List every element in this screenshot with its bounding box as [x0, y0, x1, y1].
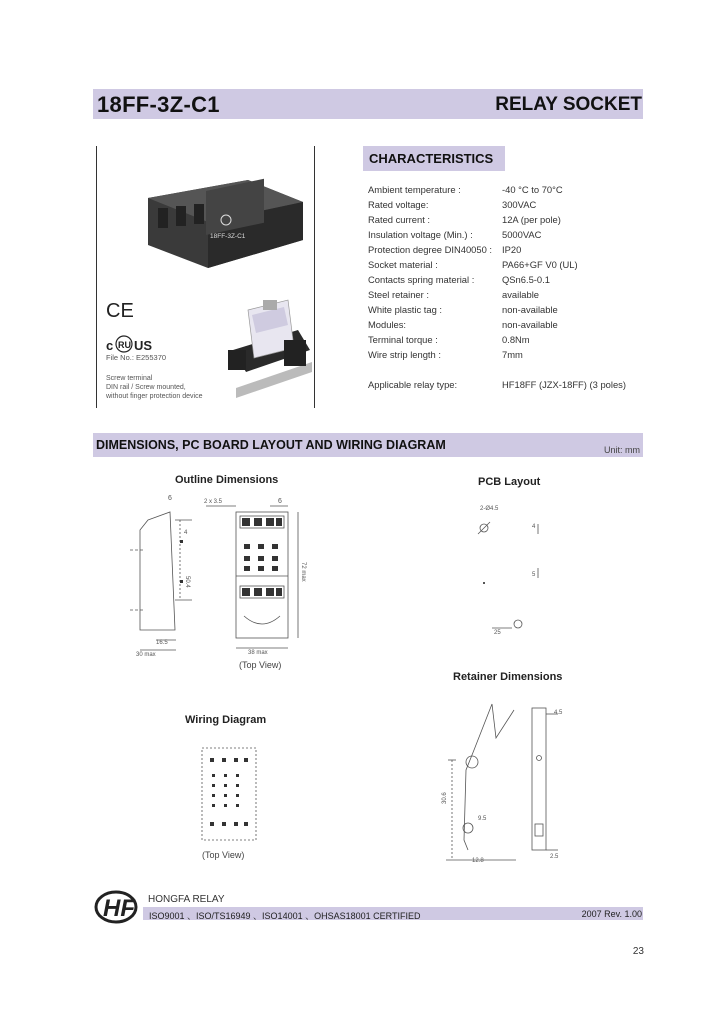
spec-value: 0.8Nm	[502, 334, 530, 345]
spec-value: 300VAC	[502, 199, 537, 210]
spec-value: PA66+GF V0 (UL)	[502, 259, 578, 270]
spec-row	[368, 348, 658, 362]
retainer-dimensions-drawing	[436, 700, 576, 870]
spec-label: Wire strip length :	[368, 349, 441, 360]
svg-text:HF: HF	[103, 895, 135, 922]
revision: 2007 Rev. 1.00	[581, 909, 642, 919]
wiring-diagram-title: Wiring Diagram	[185, 714, 267, 726]
note-line-2: DIN rail / Screw mounted,	[106, 384, 186, 391]
photo-box-left-line	[96, 146, 97, 408]
relay-on-din-rail-photo	[228, 300, 312, 398]
spec-value: 12A (per pole)	[502, 214, 561, 225]
spec-label: Ambient temperature :	[368, 184, 461, 195]
spec-value: QSn6.5-0.1	[502, 274, 550, 285]
spec-value: 5000VAC	[502, 229, 542, 240]
ret-dim-label: 30.6	[442, 792, 448, 804]
note-line-3: without finger protection device	[106, 393, 203, 400]
dim-label: 50.4	[184, 576, 190, 588]
spec-value: HF18FF (JZX-18FF) (3 poles)	[502, 379, 626, 390]
svg-text:RU: RU	[118, 340, 131, 350]
spec-row	[368, 228, 658, 242]
pcb-dim-label: 4	[532, 524, 536, 530]
spec-label: Terminal torque :	[368, 334, 438, 345]
dim-label: 2 x 3.5	[204, 499, 223, 505]
spec-value: available	[502, 289, 540, 300]
wiring-top-view-label: (Top View)	[202, 850, 245, 860]
photo-box-right-line	[314, 146, 315, 408]
dim-label: 72 max	[300, 562, 306, 582]
wiring-diagram-drawing	[200, 746, 260, 844]
outline-dimensions-title: Outline Dimensions	[175, 474, 279, 486]
dim-label: 6	[168, 495, 172, 502]
spec-row	[368, 318, 658, 332]
spec-row	[368, 198, 658, 212]
page-number: 23	[632, 946, 644, 957]
spec-label: Applicable relay type:	[368, 379, 458, 390]
dim-label: 30 max	[136, 652, 156, 658]
spec-row	[368, 258, 658, 272]
spec-label: Insulation voltage (Min.) :	[368, 229, 473, 240]
hongfa-logo-icon	[94, 889, 142, 925]
spec-label: Steel retainer :	[368, 289, 429, 300]
spec-row	[368, 183, 658, 197]
part-number: 18FF-3Z-C1	[97, 92, 220, 117]
dim-label: 16.5	[156, 640, 168, 646]
socket-marking: 18FF-3Z-C1	[210, 233, 246, 240]
applicable-relay-row	[368, 378, 658, 392]
spec-value: 7mm	[502, 349, 523, 360]
spec-row	[368, 243, 658, 257]
unit-label: Unit: mm	[604, 445, 640, 455]
spec-label: Rated voltage:	[368, 199, 429, 210]
ce-mark-icon: CE	[106, 300, 134, 322]
dim-label: 6	[278, 498, 282, 505]
company-name: HONGFA RELAY	[148, 894, 225, 905]
ret-dim-label: 4.5	[554, 710, 563, 716]
product-photo-area	[98, 150, 312, 406]
pcb-layout-title: PCB Layout	[478, 476, 541, 488]
certifications: ISO9001 、ISO/TS16949 、ISO14001 、OHSAS18001 CERTIFIED	[149, 911, 421, 921]
ret-dim-label: 2.5	[550, 854, 559, 860]
spec-label: Rated current :	[368, 214, 431, 225]
socket-photo	[148, 179, 303, 268]
spec-row	[368, 213, 658, 227]
pcb-dim-label: 2-Ø4.5	[480, 506, 499, 512]
spec-value: non-available	[502, 304, 558, 315]
retainer-dimensions-title: Retainer Dimensions	[453, 671, 563, 683]
outline-dimensions-drawing	[120, 490, 320, 658]
pcb-layout-drawing	[462, 498, 562, 644]
ret-dim-label: 9.5	[478, 816, 487, 822]
spec-label: White plastic tag :	[368, 304, 442, 315]
ret-dim-label: 12.8	[472, 858, 484, 864]
dim-label: 38 max	[248, 650, 268, 656]
product-type: RELAY SOCKET	[495, 94, 642, 115]
pcb-dim-label: 25	[494, 630, 501, 636]
dim-label: 4	[184, 530, 188, 536]
spec-label: Contacts spring material :	[368, 274, 475, 285]
spec-value: -40 °C to 70°C	[502, 184, 563, 195]
dimensions-title: DIMENSIONS, PC BOARD LAYOUT AND WIRING DIAGRAM	[96, 438, 446, 452]
characteristics-title: CHARACTERISTICS	[369, 151, 494, 166]
note-line-1: Screw terminal	[106, 375, 153, 382]
spec-row	[368, 303, 658, 317]
spec-label: Socket material :	[368, 259, 438, 270]
ul-mark-icon: c	[106, 338, 114, 353]
spec-row	[368, 333, 658, 347]
spec-row	[368, 288, 658, 302]
svg-text:US: US	[134, 338, 153, 353]
spec-row	[368, 273, 658, 287]
spec-value: IP20	[502, 244, 522, 255]
outline-top-view-label: (Top View)	[239, 660, 282, 670]
spec-label: Modules:	[368, 319, 407, 330]
pcb-dim-label: 5	[532, 572, 536, 578]
pcb-mount-hole-icon	[514, 620, 522, 628]
spec-value: non-available	[502, 319, 558, 330]
file-number: File No.: E255370	[106, 353, 167, 362]
spec-label: Protection degree DIN40050 :	[368, 244, 493, 255]
